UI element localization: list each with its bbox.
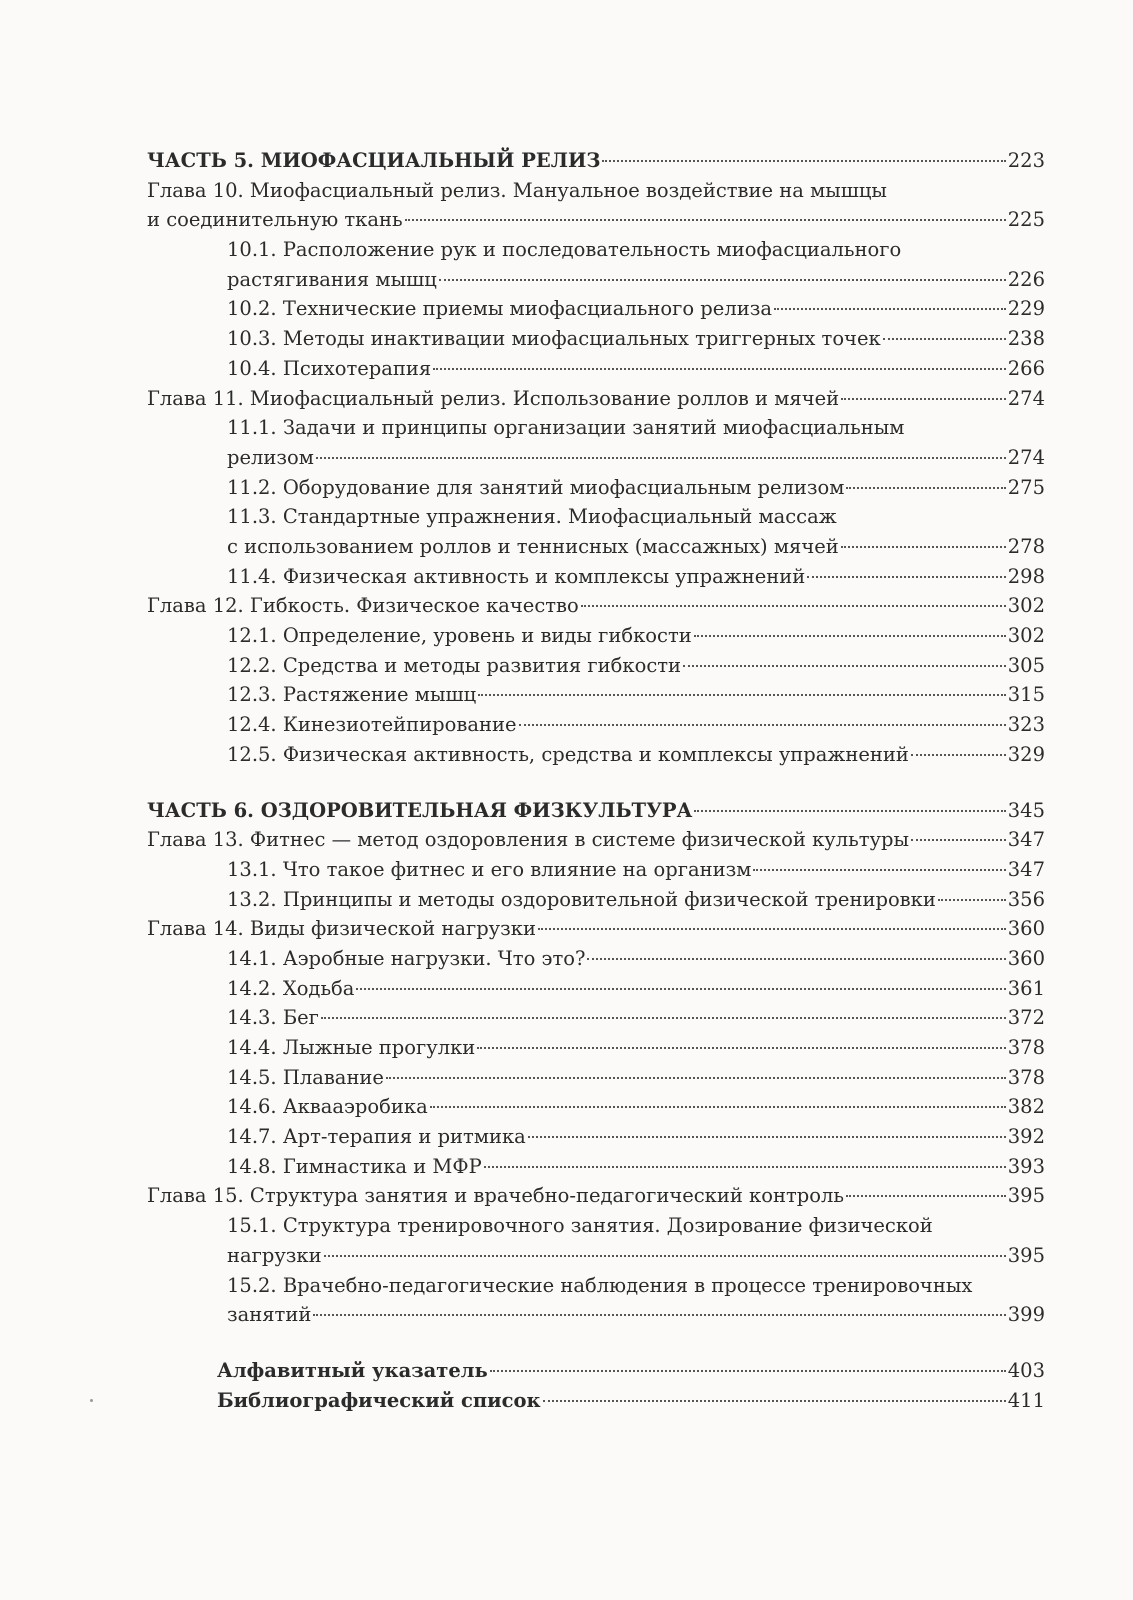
toc-page-number: 345 — [1007, 798, 1045, 822]
dot-leader — [519, 724, 1006, 726]
toc-entry-title: 12.1. Определение, уровень и виды гибкости — [227, 624, 692, 648]
dot-leader — [386, 1077, 1006, 1079]
dot-leader — [313, 1314, 1005, 1316]
toc-entry-title: 11.2. Оборудование для занятий миофасциальным релизом — [227, 475, 845, 499]
dot-leader — [911, 839, 1006, 841]
toc-page-number: 225 — [1007, 208, 1045, 232]
toc-section-14-1[interactable] — [147, 944, 1045, 974]
toc-page-number: 229 — [1007, 297, 1045, 321]
toc-section-14-7[interactable] — [147, 1122, 1045, 1152]
toc-entry-title: 12.5. Физическая активность, средства и комплексы упражнений — [227, 742, 909, 766]
toc-section-13-1[interactable] — [147, 855, 1045, 885]
toc-page-number: 392 — [1007, 1125, 1045, 1149]
dot-leader — [587, 958, 1005, 960]
toc-section-15-1[interactable] — [147, 1211, 1045, 1270]
toc-entry-title: 14.7. Арт-терапия и ритмика — [227, 1125, 526, 1149]
toc-section-14-3[interactable] — [147, 1003, 1045, 1033]
toc-page-number: 411 — [1007, 1388, 1045, 1412]
dot-leader — [316, 457, 1006, 459]
toc-entry-title: Глава 13. Фитнес — метод оздоровления в системе физической культуры — [147, 828, 909, 852]
toc-entry-title: 12.2. Средства и методы развития гибкости — [227, 653, 682, 677]
toc-page-number: 347 — [1007, 857, 1045, 881]
toc-page-number: 223 — [1007, 149, 1045, 172]
toc-chapter-13[interactable] — [147, 825, 1045, 855]
toc-page-number: 275 — [1007, 475, 1045, 499]
dot-leader — [321, 1017, 1006, 1019]
toc-entry-title: 14.6. Аквааэробика — [227, 1095, 428, 1119]
toc-entry-title: ЧАСТЬ 6. ОЗДОРОВИТЕЛЬНАЯ ФИЗКУЛЬТУРА — [147, 798, 693, 822]
toc-section-12-1[interactable] — [147, 621, 1045, 651]
toc-section-11-2[interactable] — [147, 473, 1045, 503]
toc-page-number: 360 — [1007, 917, 1045, 941]
toc-entry-title: 10.2. Технические приемы миофасциального релиза — [227, 297, 772, 321]
toc-page-number: 378 — [1007, 1036, 1045, 1059]
toc-entry-title: Библиографический список — [217, 1388, 541, 1412]
toc-entry-title-cont: релизом — [227, 445, 314, 469]
toc-section-11-4[interactable] — [147, 562, 1045, 592]
dot-leader — [602, 160, 1005, 162]
toc-entry-title: 15.1. Структура тренировочного занятия. Дозирование физической — [227, 1214, 933, 1238]
dot-leader — [694, 635, 1006, 637]
toc-section-12-5[interactable] — [147, 740, 1045, 770]
toc-entry-title: 11.1. Задачи и принципы организации занятий миофасциальным — [227, 416, 905, 440]
section-spacer — [147, 1330, 1045, 1356]
toc-entry-title: 14.3. Бег — [227, 1006, 319, 1030]
toc-page-number: 278 — [1007, 534, 1045, 558]
toc-page-number: 226 — [1007, 267, 1045, 291]
toc-chapter-10[interactable] — [147, 176, 1045, 235]
dot-leader — [477, 1047, 1005, 1049]
toc-entry-title: 10.1. Расположение рук и последовательность миофасциального — [227, 238, 902, 262]
toc-entry-title-cont: и соединительную ткань — [147, 208, 403, 232]
dot-leader — [683, 665, 1006, 667]
dot-leader — [324, 1255, 1006, 1257]
dot-leader — [538, 928, 1006, 930]
toc-entry-title: 14.4. Лыжные прогулки — [227, 1036, 476, 1059]
toc-entry-title: 13.2. Принципы и методы оздоровительной физической тренировки — [227, 887, 936, 911]
toc-entry-title-cont: с использованием роллов и теннисных (массажных) мячей — [227, 534, 839, 558]
dot-leader — [430, 1106, 1006, 1108]
toc-entry-title-cont: растягивания мышц — [227, 267, 437, 291]
toc-entry-title: Глава 14. Виды физической нагрузки — [147, 917, 536, 941]
dot-leader — [694, 810, 1005, 812]
toc-entry-title-cont: занятий — [227, 1303, 312, 1327]
toc-section-13-2[interactable] — [147, 885, 1045, 915]
dot-leader — [846, 1195, 1006, 1197]
dot-leader — [911, 754, 1006, 756]
toc-page-number: 305 — [1007, 653, 1045, 677]
toc-entry-title: ЧАСТЬ 5. МИОФАСЦИАЛЬНЫЙ РЕЛИЗ — [147, 149, 601, 172]
toc-entry-title: 10.4. Психотерапия — [227, 356, 432, 380]
toc-section-10-1[interactable] — [147, 235, 1045, 294]
toc-page-number: 302 — [1007, 594, 1045, 618]
dot-leader — [846, 487, 1005, 489]
toc-entry-title: 15.2. Врачебно-педагогические наблюдения в процессе тренировочных — [227, 1273, 973, 1297]
dot-leader — [543, 1400, 1006, 1402]
toc-entry-title: Алфавитный указатель — [217, 1358, 488, 1382]
dot-leader — [581, 605, 1006, 607]
dot-leader — [883, 338, 1006, 340]
toc-page-number: 298 — [1007, 564, 1045, 588]
toc-chapter-15[interactable] — [147, 1181, 1045, 1211]
toc-section-10-2[interactable] — [147, 294, 1045, 324]
dot-leader — [807, 576, 1006, 578]
toc-entry-title-cont: нагрузки — [227, 1243, 322, 1267]
toc-entry-title: 12.3. Растяжение мышц — [227, 683, 477, 707]
toc-chapter-12[interactable] — [147, 591, 1045, 621]
dot-leader — [439, 279, 1006, 281]
toc-section-14-2[interactable] — [147, 974, 1045, 1004]
toc-alphabetical-index[interactable] — [147, 1356, 1045, 1386]
dot-leader — [528, 1136, 1006, 1138]
toc-page-number: 347 — [1007, 828, 1045, 852]
toc-page-number: 329 — [1007, 742, 1045, 766]
toc-section-11-1[interactable] — [147, 413, 1045, 472]
toc-section-14-8[interactable] — [147, 1152, 1045, 1182]
toc-chapter-14[interactable] — [147, 914, 1045, 944]
toc-section-15-2[interactable] — [147, 1271, 1045, 1330]
toc-page-number: 403 — [1007, 1358, 1045, 1382]
toc-entry-title: 14.2. Ходьба — [227, 976, 355, 1000]
dot-leader — [841, 546, 1006, 548]
toc-section-10-3[interactable] — [147, 324, 1045, 354]
toc-page-number: 382 — [1007, 1095, 1045, 1119]
toc-entry-title: Глава 12. Гибкость. Физическое качество — [147, 594, 579, 618]
dot-leader — [490, 1370, 1006, 1372]
dot-leader — [938, 899, 1006, 901]
dot-leader — [484, 1166, 1006, 1168]
toc-page-number: 361 — [1007, 976, 1045, 1000]
toc-page-number: 378 — [1007, 1065, 1045, 1089]
toc-section-11-3[interactable] — [147, 502, 1045, 561]
toc-part-5[interactable] — [147, 146, 1045, 176]
toc-page-number: 395 — [1007, 1243, 1045, 1267]
toc-entry-title: Глава 15. Структура занятия и врачебно-педагогический контроль — [147, 1184, 844, 1208]
toc-page-number: 238 — [1007, 327, 1045, 351]
toc-page-number: 274 — [1007, 386, 1045, 410]
toc-entry-title: 13.1. Что такое фитнес и его влияние на организм — [227, 857, 752, 881]
toc-section-12-2[interactable] — [147, 651, 1045, 681]
toc-page-number: 399 — [1007, 1303, 1045, 1327]
toc-bibliography[interactable] — [147, 1386, 1045, 1416]
toc-section-10-4[interactable] — [147, 354, 1045, 384]
toc-page-number: 315 — [1007, 683, 1045, 707]
toc-section-14-6[interactable] — [147, 1092, 1045, 1122]
toc-entry-title: Глава 11. Миофасциальный релиз. Использование роллов и мячей — [147, 386, 840, 410]
toc-page-number: 323 — [1007, 713, 1045, 737]
toc-entry-title: 14.5. Плавание — [227, 1065, 384, 1089]
toc-page-number: 395 — [1007, 1184, 1045, 1208]
toc-entry-title: 10.3. Методы инактивации миофасциальных триггерных точек — [227, 327, 881, 351]
table-of-contents — [147, 146, 1045, 1415]
toc-section-12-4[interactable] — [147, 710, 1045, 740]
toc-part-6[interactable] — [147, 796, 1045, 826]
toc-page-number: 393 — [1007, 1154, 1045, 1178]
toc-section-14-5[interactable] — [147, 1063, 1045, 1093]
toc-page-number: 360 — [1007, 946, 1045, 970]
toc-entry-title: 12.4. Кинезиотейпирование — [227, 713, 517, 737]
toc-entry-title: Глава 10. Миофасциальный релиз. Мануальное воздействие на мышцы — [147, 178, 887, 202]
dot-leader — [356, 988, 1005, 990]
toc-entry-title: 14.1. Аэробные нагрузки. Что это? — [227, 946, 586, 970]
toc-section-14-4[interactable] — [147, 1033, 1045, 1063]
dot-leader — [841, 398, 1006, 400]
dot-leader — [405, 219, 1006, 221]
toc-page-number: 372 — [1007, 1006, 1045, 1030]
toc-page-number: 266 — [1007, 356, 1045, 380]
toc-page-number: 274 — [1007, 445, 1045, 469]
dot-leader — [433, 368, 1006, 370]
dot-leader — [774, 308, 1006, 310]
toc-page-number: 356 — [1007, 887, 1045, 911]
dot-leader — [753, 869, 1005, 871]
toc-entry-title: 14.8. Гимнастика и МФР — [227, 1154, 482, 1178]
paper-speck — [90, 1399, 93, 1402]
dot-leader — [478, 694, 1006, 696]
toc-entry-title: 11.4. Физическая активность и комплексы упражнений — [227, 564, 806, 588]
toc-chapter-11[interactable] — [147, 384, 1045, 414]
toc-page-number: 302 — [1007, 624, 1045, 648]
toc-entry-title: 11.3. Стандартные упражнения. Миофасциальный массаж — [227, 505, 837, 529]
section-spacer — [147, 770, 1045, 796]
toc-section-12-3[interactable] — [147, 680, 1045, 710]
